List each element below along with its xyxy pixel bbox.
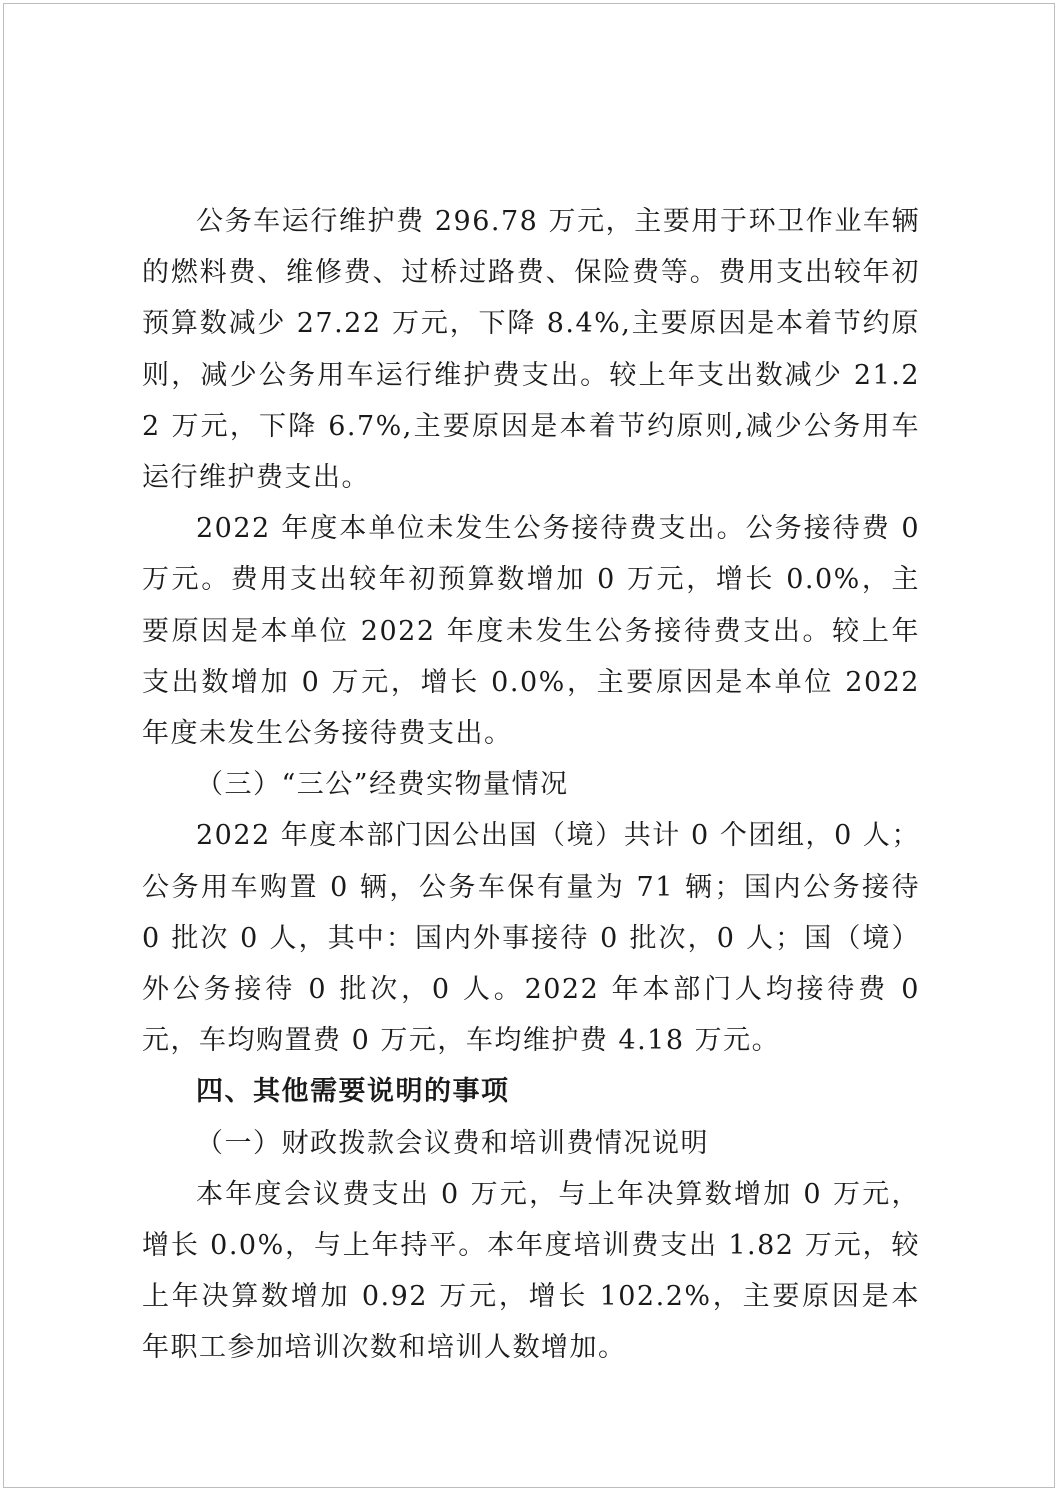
subsection-1-heading: （一）财政拨款会议费和培训费情况说明	[196, 1127, 709, 1159]
paragraph-physical-quantity: 2022 年度本部门因公出国（境）共计 0 个团组，0 人；公务用车购置 0 辆，公务车保有量为 71 辆；国内公务接待 0 批次 0 人，其中：国内外事接待 0 批次，0 人；国（境）外公务接待 0 批次，0 人。2022 年本部门人均接待费 0 元，车均购置费 0 万元，车均维护费 4.18 万元。	[142, 820, 920, 1057]
paragraph-meeting-training: 本年度会议费支出 0 万元，与上年决算数增加 0 万元，增长 0.0%，与上年持平。本年度培训费支出 1.82 万元，较上年决算数增加 0.92 万元，增长 102.2%，主要原因是本年职工参加培训次数和培训人数增加。	[142, 1178, 920, 1364]
section-4-heading: 四、其他需要说明的事项	[196, 1076, 510, 1108]
paragraph-vehicle-maintenance: 公务车运行维护费 296.78 万元，主要用于环卫作业车辆的燃料费、维修费、过桥过路费、保险费等。费用支出较年初预算数减少 27.22 万元，下降 8.4%,主要原因是本着节约原则，减少公务用车运行维护费支出。较上年支出数减少 21.22 万元，下降 6.7%,主要原因是本着节约原则,减少公务用车运行维护费支出。	[142, 206, 920, 494]
document-body	[142, 196, 920, 1374]
section-3-heading: （三）“三公”经费实物量情况	[196, 769, 569, 801]
paragraph-reception-expense: 2022 年度本单位未发生公务接待费支出。公务接待费 0 万元。费用支出较年初预算数增加 0 万元，增长 0.0%，主要原因是本单位 2022 年度未发生公务接待费支出。较上年支出数增加 0 万元，增长 0.0%，主要原因是本单位 2022 年度未发生公务接待费支出。	[142, 513, 920, 750]
